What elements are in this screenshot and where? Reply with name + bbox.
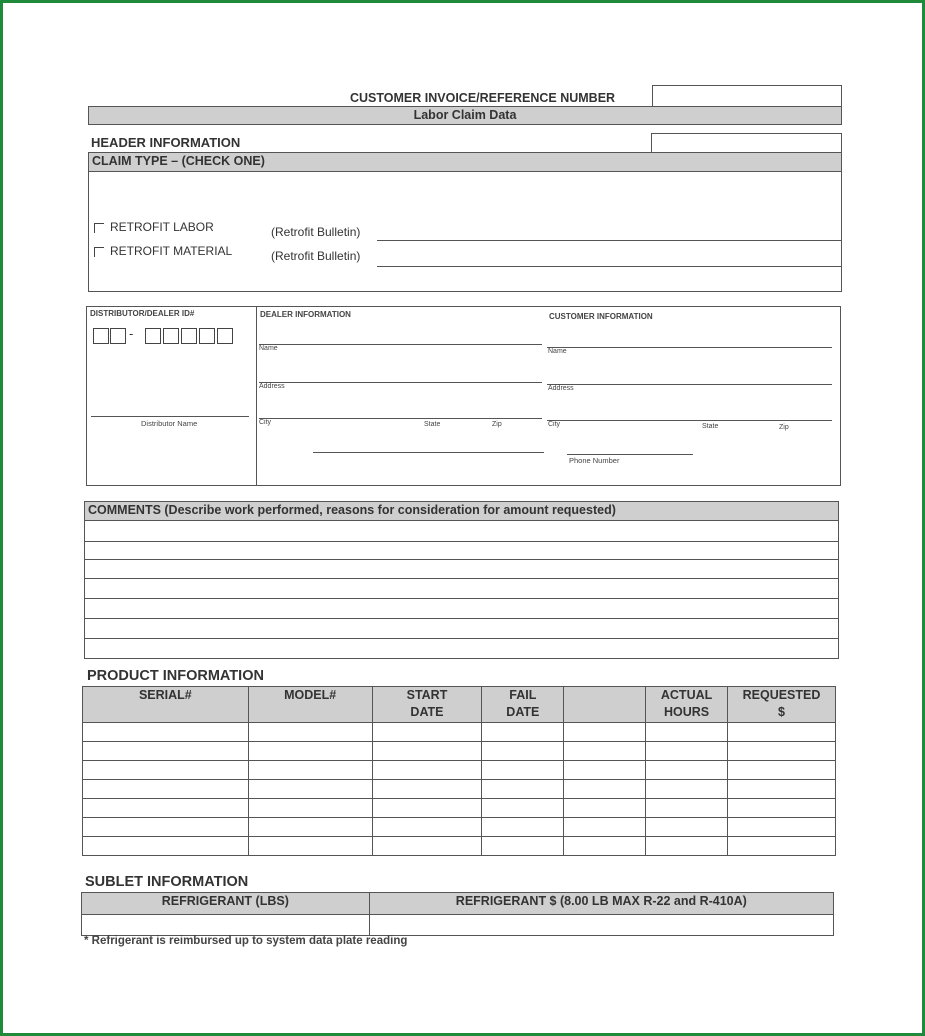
col-requested-label-2: $ <box>778 705 785 719</box>
table-cell[interactable] <box>372 742 482 761</box>
dealer-name-label: Name <box>259 345 278 352</box>
retrofit-labor-option[interactable] <box>94 220 214 234</box>
table-row <box>82 915 834 936</box>
customer-city-field[interactable] <box>547 420 832 421</box>
table-cell[interactable] <box>564 742 646 761</box>
retrofit-labor-bulletin-field[interactable] <box>377 240 841 241</box>
table-row <box>83 723 836 742</box>
product-table <box>82 686 836 856</box>
col-actual-label-2: HOURS <box>663 705 710 719</box>
customer-name-label: Name <box>548 348 567 355</box>
comments-title: COMMENTS (Describe work performed, reasons for consideration for amount requested) <box>88 503 616 517</box>
table-cell[interactable] <box>564 780 646 799</box>
table-cell[interactable] <box>248 799 372 818</box>
customer-name-field[interactable] <box>547 347 832 348</box>
comment-line[interactable] <box>85 541 838 542</box>
retrofit-material-checkbox[interactable] <box>94 247 104 257</box>
col-model-label: MODEL# <box>284 688 337 702</box>
dealer-address-label: Address <box>259 383 285 390</box>
dealer-city-label: City <box>259 419 272 426</box>
table-cell[interactable] <box>83 837 249 856</box>
comments-section <box>84 501 839 659</box>
table-cell[interactable] <box>83 799 249 818</box>
phone-number-label: Phone Number <box>569 456 620 465</box>
retrofit-labor-bulletin-label: (Retrofit Bulletin) <box>271 225 361 239</box>
retrofit-labor-label: RETROFIT LABOR <box>110 220 214 234</box>
table-cell[interactable] <box>248 742 372 761</box>
table-cell[interactable] <box>83 723 249 742</box>
table-cell[interactable] <box>646 761 728 780</box>
col-start-date <box>372 687 482 723</box>
table-cell[interactable] <box>564 837 646 856</box>
table-cell[interactable] <box>372 780 482 799</box>
dealer-zip-label: Zip <box>492 421 502 428</box>
labor-claim-data-bar <box>88 106 842 125</box>
customer-phone-field[interactable] <box>567 454 693 455</box>
table-cell[interactable] <box>728 799 836 818</box>
refrigerant-dollars-label: REFRIGERANT $ (8.00 LB MAX R-22 and R-410A) <box>455 894 747 908</box>
table-cell[interactable] <box>482 780 564 799</box>
sublet-information-title: SUBLET INFORMATION <box>85 874 249 890</box>
distributor-id-label: DISTRIBUTOR/DEALER ID# <box>90 309 195 318</box>
refrigerant-lbs-field[interactable] <box>82 915 370 936</box>
table-cell[interactable] <box>564 723 646 742</box>
table-cell[interactable] <box>482 742 564 761</box>
id-box-2[interactable] <box>110 328 126 344</box>
table-cell[interactable] <box>728 742 836 761</box>
table-cell[interactable] <box>83 761 249 780</box>
table-cell[interactable] <box>482 837 564 856</box>
table-cell[interactable] <box>482 723 564 742</box>
table-cell[interactable] <box>564 799 646 818</box>
claim-type-bar <box>88 152 842 172</box>
header-information-title: HEADER INFORMATION <box>91 135 241 150</box>
table-row <box>83 818 836 837</box>
dealer-section-divider <box>256 306 257 486</box>
table-cell[interactable] <box>646 837 728 856</box>
table-row <box>83 761 836 780</box>
col-refrigerant-dollars <box>369 893 833 915</box>
col-model <box>248 687 372 723</box>
retrofit-labor-checkbox[interactable] <box>94 223 104 233</box>
distributor-name-label: Distributor Name <box>141 419 198 428</box>
table-cell[interactable] <box>728 780 836 799</box>
table-cell[interactable] <box>482 799 564 818</box>
table-cell[interactable] <box>646 799 728 818</box>
table-cell[interactable] <box>372 837 482 856</box>
dealer-name-field[interactable] <box>259 344 542 345</box>
table-cell[interactable] <box>728 818 836 837</box>
col-serial <box>83 687 249 723</box>
table-cell[interactable] <box>248 837 372 856</box>
distributor-name-field[interactable] <box>91 416 249 417</box>
customer-address-label: Address <box>548 385 574 392</box>
table-cell[interactable] <box>728 837 836 856</box>
dealer-state-label: State <box>424 421 441 428</box>
id-box-6[interactable] <box>199 328 215 344</box>
product-header-row <box>83 687 836 723</box>
col-refrigerant-lbs <box>82 893 370 915</box>
refrigerant-dollars-field[interactable] <box>369 915 833 936</box>
table-cell[interactable] <box>372 818 482 837</box>
table-cell[interactable] <box>248 780 372 799</box>
dealer-city-field[interactable] <box>259 418 542 419</box>
table-cell[interactable] <box>372 761 482 780</box>
dealer-phone-field[interactable] <box>313 452 544 453</box>
table-cell[interactable] <box>482 818 564 837</box>
customer-state-label: State <box>702 423 719 430</box>
invoice-number-field[interactable] <box>652 85 842 108</box>
col-fail-label-1: FAIL <box>509 688 537 702</box>
table-row <box>83 780 836 799</box>
table-cell[interactable] <box>248 818 372 837</box>
table-cell[interactable] <box>372 799 482 818</box>
table-cell[interactable] <box>564 818 646 837</box>
table-cell[interactable] <box>728 723 836 742</box>
col-requested-label-1: REQUESTED <box>742 688 821 702</box>
table-cell[interactable] <box>83 742 249 761</box>
comment-line[interactable] <box>85 578 838 579</box>
id-box-3[interactable] <box>145 328 161 344</box>
customer-address-field[interactable] <box>547 384 832 385</box>
col-blank <box>564 687 646 723</box>
comments-bar <box>84 501 839 521</box>
table-cell[interactable] <box>482 761 564 780</box>
col-start-label-2: DATE <box>410 705 444 719</box>
customer-city-label: City <box>548 421 561 428</box>
retrofit-material-bulletin-field[interactable] <box>377 266 841 267</box>
table-cell[interactable] <box>728 761 836 780</box>
col-serial-label: SERIAL# <box>138 688 192 702</box>
table-cell[interactable] <box>646 742 728 761</box>
comment-line[interactable] <box>85 559 838 560</box>
col-actual-hours <box>646 687 728 723</box>
refrigerant-footnote: * Refrigerant is reimbursed up to system data plate reading <box>84 935 408 947</box>
table-cell[interactable] <box>372 723 482 742</box>
id-box-7[interactable] <box>217 328 233 344</box>
retrofit-material-label: RETROFIT MATERIAL <box>110 244 233 258</box>
id-box-4[interactable] <box>163 328 179 344</box>
sublet-header-row <box>82 893 834 915</box>
id-dash: - <box>129 326 134 341</box>
table-cell[interactable] <box>564 761 646 780</box>
claim-type-title: CLAIM TYPE – (CHECK ONE) <box>92 154 265 168</box>
id-box-1[interactable] <box>93 328 109 344</box>
col-actual-label-1: ACTUAL <box>660 688 713 702</box>
invoice-label: CUSTOMER INVOICE/REFERENCE NUMBER <box>350 91 616 105</box>
comment-line[interactable] <box>85 598 838 599</box>
table-cell[interactable] <box>83 780 249 799</box>
table-row <box>83 837 836 856</box>
table-cell[interactable] <box>248 723 372 742</box>
dealer-information-title: DEALER INFORMATION <box>260 310 351 319</box>
table-row <box>83 799 836 818</box>
table-row <box>83 742 836 761</box>
col-start-label-1: START <box>406 688 448 702</box>
dealer-address-field[interactable] <box>259 382 542 383</box>
retrofit-material-option[interactable] <box>94 244 232 258</box>
table-cell[interactable] <box>646 780 728 799</box>
customer-information-title: CUSTOMER INFORMATION <box>549 312 653 321</box>
retrofit-material-bulletin-label: (Retrofit Bulletin) <box>271 249 361 263</box>
product-information-title: PRODUCT INFORMATION <box>87 668 264 684</box>
table-cell[interactable] <box>646 818 728 837</box>
table-cell[interactable] <box>248 761 372 780</box>
labor-claim-data-title: Labor Claim Data <box>413 108 517 122</box>
refrigerant-lbs-label: REFRIGERANT (LBS) <box>161 894 289 908</box>
col-fail-date <box>482 687 564 723</box>
comment-line[interactable] <box>85 618 838 619</box>
comment-line[interactable] <box>85 638 838 639</box>
col-requested <box>728 687 836 723</box>
sublet-table <box>81 892 834 936</box>
table-cell[interactable] <box>646 723 728 742</box>
customer-zip-label: Zip <box>779 424 789 431</box>
id-box-5[interactable] <box>181 328 197 344</box>
table-cell[interactable] <box>83 818 249 837</box>
col-fail-label-2: DATE <box>506 705 540 719</box>
